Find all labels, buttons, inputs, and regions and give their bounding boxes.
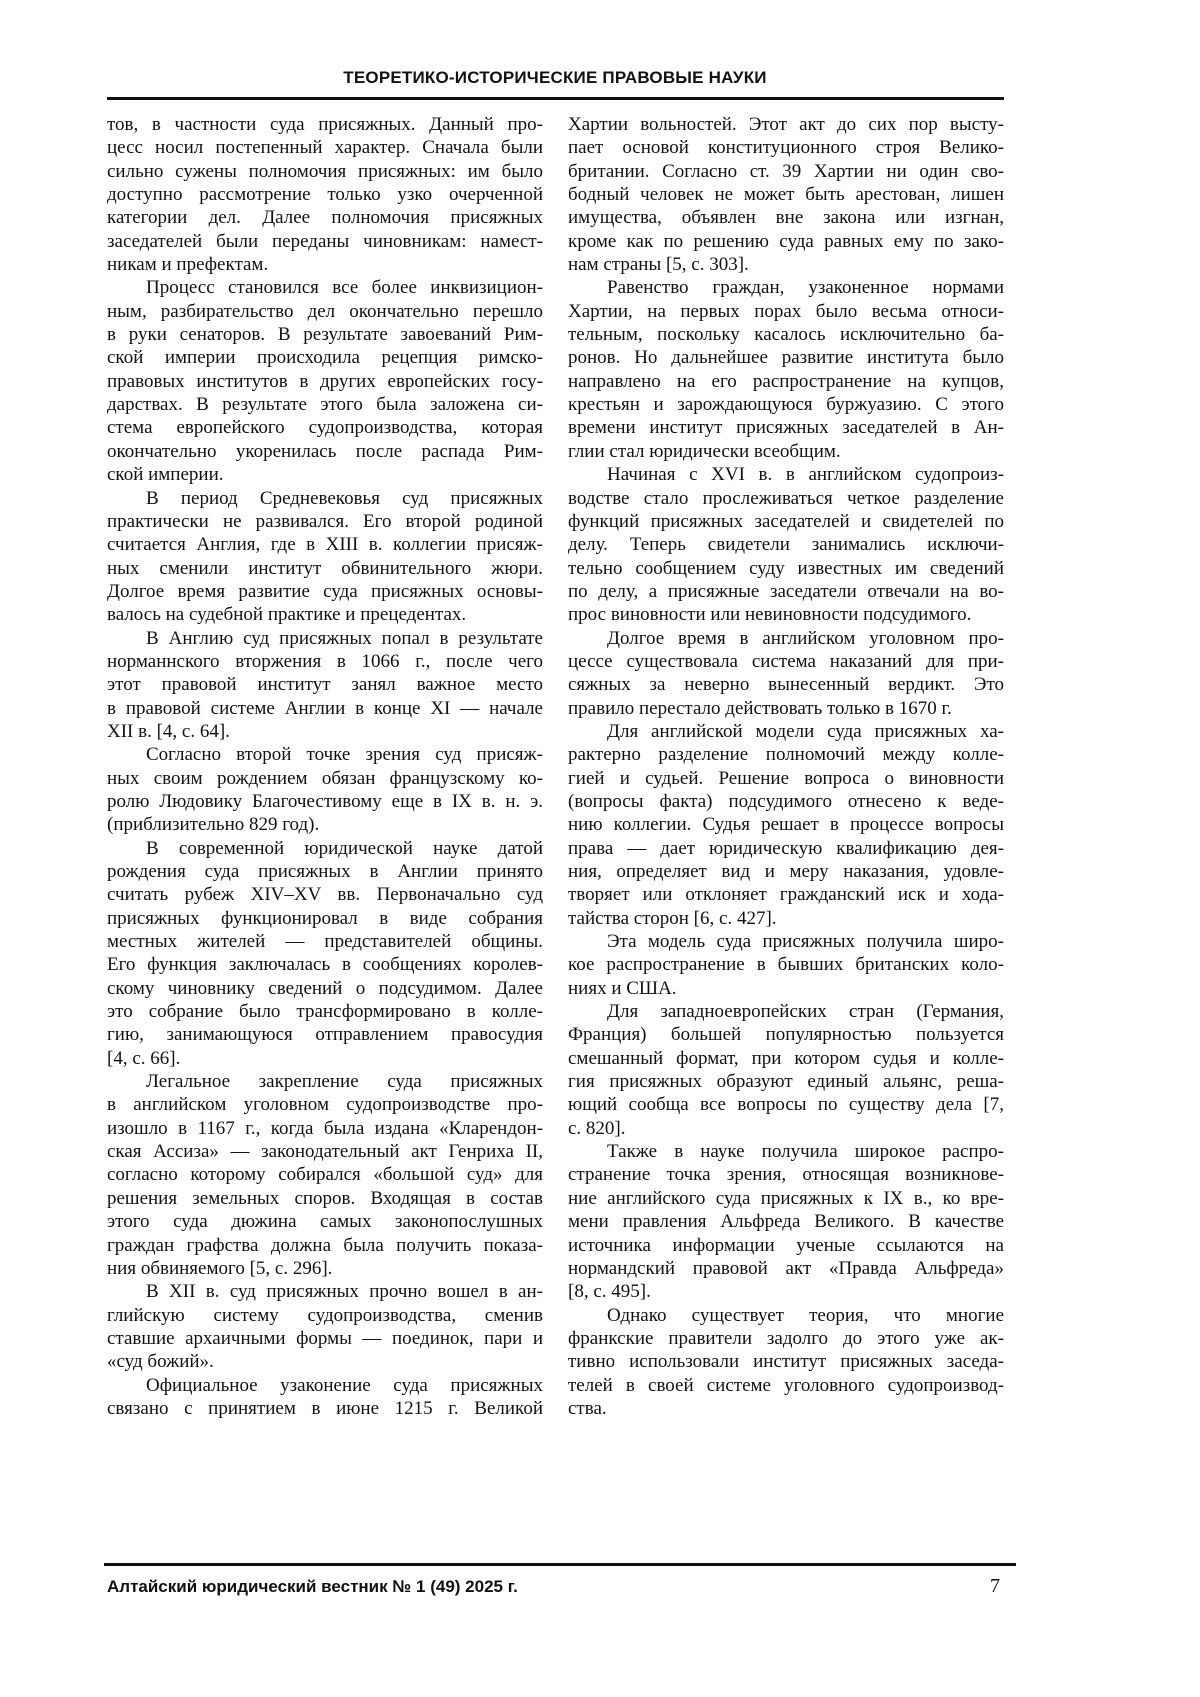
text-line: Эта модель суда присяжных получила широ- xyxy=(568,930,1004,953)
text-line: Согласно второй точке зрения суд присяж- xyxy=(107,743,543,766)
text-line: в правовой системе Англии в конце XI — начале xyxy=(107,697,543,720)
text-line: ющий сообща все вопросы по существу дела [7, xyxy=(568,1093,1004,1116)
text-line: ронов. Но дальнейшее развитие института было xyxy=(568,346,1004,369)
text-line: ние английского суда присяжных к IX в., ко вре- xyxy=(568,1187,1004,1210)
paragraph xyxy=(568,627,1004,720)
text-line: скому чиновнику сведений о подсудимом. Далее xyxy=(107,977,543,1000)
paragraph xyxy=(568,1140,1004,1303)
text-line: по делу, а присяжные заседатели отвечали на во- xyxy=(568,580,1004,603)
text-line: [8, с. 495]. xyxy=(568,1280,1004,1303)
text-line: в руки сенаторов. В результате завоеваний Рим- xyxy=(107,323,543,346)
paragraph xyxy=(568,276,1004,463)
text-line: стема европейского судопроизводства, которая xyxy=(107,416,543,439)
text-line: Процесс становился все более инквизицион- xyxy=(107,276,543,299)
text-line: В Англию суд присяжных попал в результате xyxy=(107,627,543,650)
text-line: ской империи. xyxy=(107,463,543,486)
text-line: рождения суда присяжных в Англии принято xyxy=(107,860,543,883)
text-line: странение точка зрения, относящая возникнове- xyxy=(568,1163,1004,1186)
text-line: Долгое время развитие суда присяжных основы- xyxy=(107,580,543,603)
text-line: изошло в 1167 г., когда была издана «Кларендон- xyxy=(107,1117,543,1140)
text-line: глийскую систему судопроизводства, сменив xyxy=(107,1304,543,1327)
paragraph xyxy=(107,837,543,1070)
text-line: согласно которому собирался «большой суд» для xyxy=(107,1163,543,1186)
text-line: британии. Согласно ст. 39 Хартии ни один сво- xyxy=(568,160,1004,183)
text-line: цесс носил постепенный характер. Сначала были xyxy=(107,136,543,159)
text-line: крестьян и зарождающуюся буржуазию. С этого xyxy=(568,393,1004,416)
paragraph xyxy=(568,113,1004,276)
text-line: валось на судебной практике и прецедентах. xyxy=(107,603,543,626)
text-line: (вопросы факта) подсудимого отнесено к веде- xyxy=(568,790,1004,813)
text-line: норманнского вторжения в 1066 г., после чего xyxy=(107,650,543,673)
text-line: сяжных за неверно вынесенный вердикт. Это xyxy=(568,673,1004,696)
text-line: тов, в частности суда присяжных. Данный про- xyxy=(107,113,543,136)
text-line: Для английской модели суда присяжных ха- xyxy=(568,720,1004,743)
text-line: ставшие архаичными формы — поединок, пари и xyxy=(107,1327,543,1350)
text-line: направлено на его распространение на купцов, xyxy=(568,370,1004,393)
text-line: тельным, поскольку касалось исключительно ба- xyxy=(568,323,1004,346)
text-line: водстве стало прослеживаться четкое разделение xyxy=(568,487,1004,510)
text-line: сильно сужены полномочия присяжных: им было xyxy=(107,160,543,183)
text-line: Легальное закрепление суда присяжных xyxy=(107,1070,543,1093)
text-column-left xyxy=(107,113,543,1420)
text-line: в английском уголовном судопроизводстве про- xyxy=(107,1093,543,1116)
paragraph xyxy=(568,930,1004,1000)
text-line: [4, с. 66]. xyxy=(107,1047,543,1070)
text-line: гия присяжных образуют единый альянс, реша- xyxy=(568,1070,1004,1093)
text-line: дарствах. В результате этого была заложена си- xyxy=(107,393,543,416)
text-line: нию коллегии. Судья решает в процессе вопросы xyxy=(568,813,1004,836)
paragraph xyxy=(107,113,543,276)
text-line: гией и судьей. Решение вопроса о виновности xyxy=(568,767,1004,790)
text-line: считается Англия, где в XIII в. коллегии присяж- xyxy=(107,533,543,556)
text-line: решения земельных споров. Входящая в состав xyxy=(107,1187,543,1210)
text-line: франкские правители задолго до этого уже ак- xyxy=(568,1327,1004,1350)
text-line: практически не развивался. Его второй родиной xyxy=(107,510,543,533)
running-header: ТЕОРЕТИКО-ИСТОРИЧЕСКИЕ ПРАВОВЫЕ НАУКИ xyxy=(107,68,1003,88)
text-line: смешанный формат, при котором судья и колле- xyxy=(568,1047,1004,1070)
text-line: Начиная с XVI в. в английском судопроиз- xyxy=(568,463,1004,486)
paragraph xyxy=(107,487,543,627)
text-line: ным, разбирательство дел окончательно перешло xyxy=(107,300,543,323)
paragraph xyxy=(107,743,543,836)
text-line: ния обвиняемого [5, с. 296]. xyxy=(107,1257,543,1280)
paragraph xyxy=(107,276,543,486)
text-line: нам страны [5, с. 303]. xyxy=(568,253,1004,276)
text-line: правило перестало действовать только в 1670 г. xyxy=(568,697,1004,720)
text-line: Хартии вольностей. Этот акт до сих пор высту- xyxy=(568,113,1004,136)
text-line: ской империи происходила рецепция римско- xyxy=(107,346,543,369)
text-line: с. 820]. xyxy=(568,1117,1004,1140)
text-line: ская Ассиза» — законодательный акт Генриха II, xyxy=(107,1140,543,1163)
text-line: никам и префектам. xyxy=(107,253,543,276)
text-line: цессе существовала система наказаний для при- xyxy=(568,650,1004,673)
text-line: присяжных функционировал в виде собрания xyxy=(107,907,543,930)
text-line: Для западноевропейских стран (Германия, xyxy=(568,1000,1004,1023)
text-line: заседателей были переданы чиновникам: намест- xyxy=(107,230,543,253)
text-line: Его функция заключалась в сообщениях королев- xyxy=(107,953,543,976)
text-line: ных сменили институт обвинительного жюри. xyxy=(107,557,543,580)
paragraph xyxy=(107,1374,543,1421)
text-line: этот правовой институт занял важное место xyxy=(107,673,543,696)
text-line: Долгое время в английском уголовном про- xyxy=(568,627,1004,650)
text-line: ства. xyxy=(568,1397,1004,1420)
text-line: Равенство граждан, узаконенное нормами xyxy=(568,276,1004,299)
text-line: источника информации ученые ссылаются на xyxy=(568,1234,1004,1257)
text-line: рактерно разделение полномочий между колле- xyxy=(568,743,1004,766)
text-line: считать рубеж XIV–XV вв. Первоначально суд xyxy=(107,883,543,906)
text-line: тельно сообщением суду известных им сведений xyxy=(568,557,1004,580)
paragraph xyxy=(568,463,1004,626)
text-line: тивно использовали институт присяжных заседа- xyxy=(568,1350,1004,1373)
text-line: пает основой конституционного строя Велико- xyxy=(568,136,1004,159)
text-line: В XII в. суд присяжных прочно вошел в ан- xyxy=(107,1280,543,1303)
page-number: 7 xyxy=(990,1575,1000,1598)
header-rule xyxy=(107,97,1004,100)
text-line: кроме как по решению суда равных ему по зако- xyxy=(568,230,1004,253)
text-line: местных жителей — представителей общины. xyxy=(107,930,543,953)
text-line: ролю Людовику Благочестивому еще в IX в. н. э. xyxy=(107,790,543,813)
text-line: права — дает юридическую квалификацию дея- xyxy=(568,837,1004,860)
text-line: нормандский правовой акт «Правда Альфреда» xyxy=(568,1257,1004,1280)
text-line: «суд божий». xyxy=(107,1350,543,1373)
text-line: (приблизительно 829 год). xyxy=(107,813,543,836)
paragraph xyxy=(568,720,1004,930)
text-line: времени институт присяжных заседателей в Ан- xyxy=(568,416,1004,439)
text-line: В период Средневековья суд присяжных xyxy=(107,487,543,510)
text-line: это собрание было трансформировано в колле- xyxy=(107,1000,543,1023)
paragraph xyxy=(107,627,543,744)
text-line: функций присяжных заседателей и свидетелей по xyxy=(568,510,1004,533)
text-line: XII в. [4, с. 64]. xyxy=(107,720,543,743)
text-line: Однако существует теория, что многие xyxy=(568,1304,1004,1327)
text-line: категории дел. Далее полномочия присяжных xyxy=(107,206,543,229)
paragraph xyxy=(107,1070,543,1280)
text-line: ниях и США. xyxy=(568,977,1004,1000)
paragraph xyxy=(568,1304,1004,1421)
text-line: телей в своей системе уголовного судопроизвод- xyxy=(568,1374,1004,1397)
text-column-right xyxy=(568,113,1004,1420)
text-line: ния, определяет вид и меру наказания, удовле- xyxy=(568,860,1004,883)
footer-rule xyxy=(104,1563,1016,1566)
paragraph xyxy=(107,1280,543,1373)
text-line: имущества, объявлен вне закона или изгнан, xyxy=(568,206,1004,229)
paragraph xyxy=(568,1000,1004,1140)
text-line: Также в науке получила широкое распро- xyxy=(568,1140,1004,1163)
text-line: творяет или отклоняет гражданский иск и хода- xyxy=(568,883,1004,906)
text-line: Хартии, на первых порах было весьма относи- xyxy=(568,300,1004,323)
text-line: глии стал юридически всеобщим. xyxy=(568,440,1004,463)
text-line: тайства сторон [6, с. 427]. xyxy=(568,907,1004,930)
text-line: Франция) большей популярностью пользуется xyxy=(568,1023,1004,1046)
text-line: связано с принятием в июне 1215 г. Великой xyxy=(107,1397,543,1420)
text-line: доступно рассмотрение только узко очерченной xyxy=(107,183,543,206)
text-line: ных своим рождением обязан французскому ко- xyxy=(107,767,543,790)
text-line: делу. Теперь свидетели занимались исключи- xyxy=(568,533,1004,556)
text-line: гию, занимающуюся отправлением правосудия xyxy=(107,1023,543,1046)
text-line: мени правления Альфреда Великого. В качестве xyxy=(568,1210,1004,1233)
text-line: этого суда дюжина самых законопослушных xyxy=(107,1210,543,1233)
text-line: В современной юридической науке датой xyxy=(107,837,543,860)
text-line: прос виновности или невиновности подсудимого. xyxy=(568,603,1004,626)
text-line: правовых институтов в других европейских госу- xyxy=(107,370,543,393)
text-line: кое распространение в бывших британских коло- xyxy=(568,953,1004,976)
text-line: Официальное узаконение суда присяжных xyxy=(107,1374,543,1397)
text-line: граждан графства должна была получить показа- xyxy=(107,1234,543,1257)
journal-footer: Алтайский юридический вестник № 1 (49) 2025 г. xyxy=(107,1577,518,1597)
text-line: бодный человек не может быть арестован, лишен xyxy=(568,183,1004,206)
text-line: окончательно укоренилась после распада Рим- xyxy=(107,440,543,463)
